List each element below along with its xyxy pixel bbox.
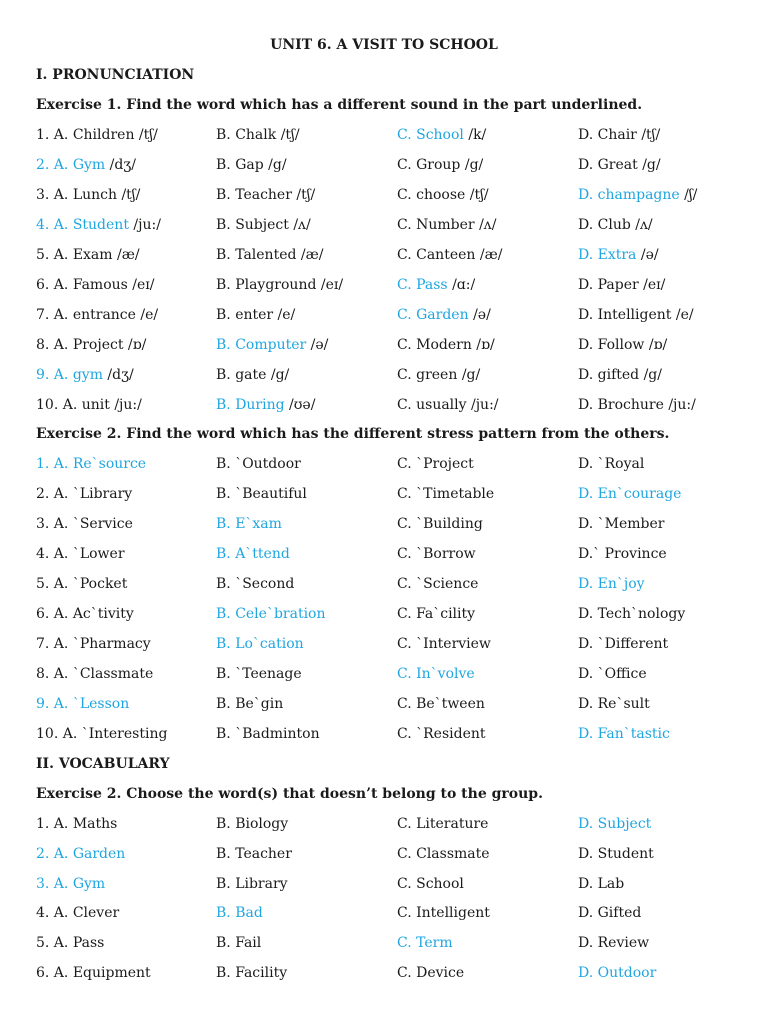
- phonetic-symbol: /tʃ/: [641, 127, 661, 143]
- option-word: C. Group: [397, 157, 461, 173]
- ex1-option: [578, 277, 665, 293]
- phonetic-symbol: /ju:/: [471, 397, 499, 413]
- ex3-option: [216, 846, 292, 862]
- answer-word: B. Computer: [216, 337, 307, 353]
- ex2-option: [36, 576, 127, 592]
- option-word: 6. A. Ac`tivity: [36, 606, 134, 622]
- ex2-option: [216, 636, 304, 652]
- option-word: B. `Second: [216, 576, 295, 592]
- option-word: 4. A. `Lower: [36, 546, 125, 562]
- ex1-option: [578, 307, 694, 323]
- option-word: C. `Borrow: [397, 546, 476, 562]
- ex1-option: [36, 247, 140, 263]
- option-word: 1. A. Maths: [36, 816, 118, 832]
- ex3-option: [397, 876, 464, 892]
- answer-word: C. School: [397, 127, 464, 143]
- option-word: C. `Interview: [397, 636, 491, 652]
- answer-word: 4. A. Student: [36, 217, 129, 233]
- answer-word: C. Term: [397, 935, 453, 952]
- ex1-row: [0, 307, 768, 327]
- option-word: B. Talented: [216, 247, 297, 263]
- ex2-option: [36, 516, 133, 532]
- ex2-row: [0, 666, 768, 686]
- ex3-option: [216, 935, 261, 951]
- ex2-option: [216, 546, 290, 562]
- ex1-option: [397, 187, 489, 203]
- ex2-option: [216, 486, 307, 502]
- option-word: C. `Project: [397, 456, 474, 472]
- option-word: 7. A. entrance: [36, 307, 136, 323]
- ex3-row: [0, 846, 768, 866]
- ex2-option: [578, 546, 667, 562]
- option-word: B. Teacher: [216, 845, 292, 862]
- phonetic-symbol: /g/: [642, 157, 661, 173]
- phonetic-symbol: /ʌ/: [635, 217, 653, 233]
- phonetic-symbol: /g/: [268, 157, 287, 173]
- ex3-option: [36, 846, 125, 862]
- option-word: D. gifted: [578, 367, 640, 383]
- phonetic-symbol: /ju:/: [114, 397, 142, 413]
- ex1-option: [216, 157, 287, 173]
- phonetic-symbol: /dʒ/: [107, 367, 134, 383]
- option-word: B. gate: [216, 367, 267, 383]
- phonetic-symbol: /æ/: [300, 247, 324, 263]
- phonetic-symbol: /eɪ/: [320, 277, 344, 293]
- phonetic-symbol: /tʃ/: [469, 187, 489, 203]
- phonetic-symbol: /ju:/: [668, 397, 696, 413]
- phonetic-symbol: /æ/: [117, 247, 140, 263]
- option-word: C. Modern: [397, 337, 472, 353]
- option-word: 3. A. Lunch: [36, 187, 118, 203]
- ex2-row: [0, 456, 768, 476]
- ex2-option: [397, 696, 485, 712]
- option-word: D. Brochure: [578, 397, 664, 413]
- ex2-row: [0, 516, 768, 536]
- ex2-option: [36, 456, 146, 472]
- ex2-row: [0, 486, 768, 506]
- phonetic-symbol: /ju:/: [133, 217, 161, 233]
- ex2-option: [578, 456, 644, 472]
- ex2-row: [0, 636, 768, 656]
- option-word: C. Literature: [397, 816, 489, 832]
- option-word: C. Classmate: [397, 845, 490, 862]
- phonetic-symbol: /ɒ/: [127, 337, 147, 353]
- option-word: B. Teacher: [216, 187, 292, 203]
- phonetic-symbol: /g/: [643, 367, 662, 383]
- option-word: B. Playground: [216, 277, 317, 293]
- ex1-option: [578, 247, 659, 263]
- option-word: D. Intelligent: [578, 307, 672, 323]
- option-word: B. enter: [216, 307, 274, 323]
- ex2-option: [578, 696, 650, 712]
- ex2-option: [578, 486, 681, 502]
- ex2-option: [36, 636, 151, 652]
- answer-word: D. En`courage: [578, 486, 682, 502]
- ex1-option: [216, 367, 289, 383]
- option-word: 4. A. Clever: [36, 905, 120, 922]
- exercise3-heading: Exercise 2. Choose the word(s) that doesn’t belong to the group.: [36, 786, 543, 802]
- ex1-option: [578, 397, 696, 413]
- ex2-option: [216, 516, 282, 532]
- option-word: 5. A. Pass: [36, 935, 105, 952]
- option-word: B. `Badminton: [216, 726, 320, 742]
- option-word: C. School: [397, 875, 464, 892]
- answer-word: B. Lo`cation: [216, 636, 304, 652]
- ex1-option: [36, 367, 134, 383]
- phonetic-symbol: /ə/: [640, 247, 659, 263]
- ex1-row: [0, 247, 768, 267]
- option-word: D.` Province: [578, 546, 667, 562]
- phonetic-symbol: /tʃ/: [296, 187, 316, 203]
- ex1-option: [397, 277, 475, 293]
- ex2-option: [397, 606, 475, 622]
- ex2-row: [0, 726, 768, 746]
- ex2-option: [578, 576, 645, 592]
- answer-word: D. Extra: [578, 247, 637, 263]
- ex1-row: [0, 217, 768, 237]
- phonetic-symbol: /eɪ/: [132, 277, 155, 293]
- ex2-option: [578, 606, 685, 622]
- ex2-row: [0, 606, 768, 626]
- option-word: D. `Office: [578, 666, 647, 682]
- ex1-option: [36, 277, 155, 293]
- ex3-option: [578, 876, 624, 892]
- phonetic-symbol: /k/: [468, 127, 487, 143]
- option-word: 10. A. unit: [36, 397, 110, 413]
- ex1-option: [578, 127, 660, 143]
- phonetic-symbol: /dʒ/: [109, 157, 136, 173]
- ex1-option: [36, 337, 146, 353]
- option-word: 5. A. Exam: [36, 247, 113, 263]
- ex3-option: [397, 935, 453, 951]
- option-word: B. `Beautiful: [216, 486, 307, 502]
- phonetic-symbol: /ɒ/: [648, 337, 668, 353]
- phonetic-symbol: /tʃ/: [121, 187, 141, 203]
- option-word: 6. A. Famous: [36, 277, 128, 293]
- ex2-option: [578, 666, 647, 682]
- ex1-row: [0, 157, 768, 177]
- ex1-option: [36, 187, 140, 203]
- option-word: D. Gifted: [578, 905, 642, 922]
- ex3-option: [216, 876, 288, 892]
- option-word: 8. A. `Classmate: [36, 666, 154, 682]
- ex3-option: [578, 935, 649, 951]
- option-word: D. Re`sult: [578, 696, 650, 712]
- ex3-option: [578, 905, 641, 921]
- ex3-option: [36, 935, 104, 951]
- ex3-row: [0, 816, 768, 836]
- ex3-option: [36, 816, 117, 832]
- option-word: C. choose: [397, 187, 466, 203]
- option-word: 2. A. `Library: [36, 486, 133, 502]
- option-word: D. `Member: [578, 516, 665, 532]
- section-pronunciation: I. PRONUNCIATION: [36, 67, 195, 83]
- option-word: D. Tech`nology: [578, 606, 686, 622]
- option-word: D. Student: [578, 845, 654, 862]
- option-word: 10. A. `Interesting: [36, 726, 168, 742]
- ex3-option: [216, 816, 288, 832]
- option-word: 7. A. `Pharmacy: [36, 636, 151, 652]
- ex3-option: [578, 816, 651, 832]
- option-word: C. `Resident: [397, 726, 486, 742]
- answer-word: D. Subject: [578, 816, 652, 832]
- ex1-row: [0, 367, 768, 387]
- ex1-option: [216, 217, 311, 233]
- ex2-option: [36, 606, 134, 622]
- ex1-option: [397, 337, 495, 353]
- ex2-option: [397, 726, 486, 742]
- ex1-option: [216, 127, 300, 143]
- ex2-option: [216, 666, 302, 682]
- option-word: C. Fa`cility: [397, 606, 476, 622]
- phonetic-symbol: /ʌ/: [479, 217, 497, 233]
- ex1-row: [0, 277, 768, 297]
- ex2-option: [216, 606, 326, 622]
- answer-word: C. In`volve: [397, 666, 475, 682]
- answer-word: 9. A. gym: [36, 367, 103, 383]
- option-word: C. Be`tween: [397, 696, 485, 712]
- option-word: C. Intelligent: [397, 905, 490, 922]
- answer-word: D. En`joy: [578, 576, 645, 592]
- option-word: B. Gap: [216, 157, 264, 173]
- ex3-option: [578, 965, 656, 981]
- option-word: D. Chair: [578, 127, 637, 143]
- ex1-row: [0, 397, 768, 417]
- option-word: D. Follow: [578, 337, 645, 353]
- ex2-option: [36, 666, 153, 682]
- ex2-option: [578, 726, 670, 742]
- ex1-option: [578, 217, 653, 233]
- phonetic-symbol: /æ/: [479, 247, 503, 263]
- ex1-option: [36, 307, 158, 323]
- option-word: 6. A. Equipment: [36, 965, 151, 981]
- option-word: D. Lab: [578, 875, 625, 892]
- ex1-option: [578, 157, 661, 173]
- option-word: B. Subject: [216, 217, 289, 233]
- ex1-option: [36, 217, 161, 233]
- option-word: 1. A. Children: [36, 127, 135, 143]
- ex2-option: [397, 576, 478, 592]
- exercise2-heading: Exercise 2. Find the word which has the different stress pattern from the others.: [36, 426, 670, 442]
- option-word: 8. A. Project: [36, 337, 124, 353]
- phonetic-symbol: /ʊə/: [289, 397, 316, 413]
- ex2-option: [397, 636, 491, 652]
- ex2-option: [216, 726, 320, 742]
- answer-word: 1. A. Re`source: [36, 456, 147, 472]
- ex1-option: [216, 337, 328, 353]
- ex1-option: [397, 397, 499, 413]
- answer-word: B. E`xam: [216, 516, 282, 532]
- ex2-option: [216, 696, 283, 712]
- ex2-row: [0, 546, 768, 566]
- ex3-option: [397, 846, 490, 862]
- ex1-option: [397, 367, 480, 383]
- phonetic-symbol: /g/: [461, 367, 481, 383]
- option-word: B. `Outdoor: [216, 456, 301, 472]
- ex1-option: [36, 127, 158, 143]
- option-word: B. Chalk: [216, 127, 277, 143]
- ex1-option: [216, 247, 324, 263]
- ex1-option: [397, 127, 486, 143]
- ex3-option: [216, 905, 263, 921]
- answer-word: D. champagne: [578, 187, 680, 203]
- answer-word: B. Bad: [216, 905, 263, 922]
- option-word: D. Paper: [578, 277, 639, 293]
- option-word: C. green: [397, 367, 458, 383]
- ex1-option: [397, 157, 483, 173]
- option-word: C. Device: [397, 965, 465, 981]
- ex1-option: [216, 307, 295, 323]
- ex2-option: [397, 666, 475, 682]
- option-word: 5. A. `Pocket: [36, 576, 128, 592]
- ex1-option: [216, 277, 343, 293]
- ex3-option: [397, 965, 464, 981]
- ex1-option: [397, 307, 491, 323]
- ex2-option: [36, 726, 167, 742]
- ex1-row: [0, 187, 768, 207]
- phonetic-symbol: /g/: [464, 157, 484, 173]
- ex1-option: [216, 187, 315, 203]
- option-word: 3. A. `Service: [36, 516, 133, 532]
- option-word: C. `Building: [397, 516, 483, 532]
- ex1-option: [578, 187, 697, 203]
- answer-word: 9. A. `Lesson: [36, 696, 130, 712]
- ex1-row: [0, 337, 768, 357]
- option-word: D. Great: [578, 157, 638, 173]
- ex1-option: [216, 397, 315, 413]
- ex3-option: [36, 965, 151, 981]
- answer-word: 3. A. Gym: [36, 875, 106, 892]
- phonetic-symbol: /ɑ:/: [452, 277, 476, 293]
- exercise1-heading: Exercise 1. Find the word which has a different sound in the part underlined.: [36, 97, 643, 113]
- ex2-row: [0, 696, 768, 716]
- option-word: B. `Teenage: [216, 666, 302, 682]
- ex1-option: [397, 247, 502, 263]
- ex2-option: [578, 636, 668, 652]
- phonetic-symbol: /e/: [675, 307, 694, 323]
- phonetic-symbol: /ə/: [310, 337, 329, 353]
- phonetic-symbol: /g/: [270, 367, 290, 383]
- section-vocabulary: II. VOCABULARY: [36, 756, 170, 772]
- phonetic-symbol: /e/: [277, 307, 296, 323]
- option-word: C. `Timetable: [397, 486, 495, 502]
- option-word: C. Canteen: [397, 247, 476, 263]
- ex1-option: [578, 367, 662, 383]
- answer-word: D. Outdoor: [578, 965, 657, 981]
- option-word: C. Number: [397, 217, 475, 233]
- ex2-row: [0, 576, 768, 596]
- ex1-option: [578, 337, 667, 353]
- answer-word: 2. A. Garden: [36, 845, 126, 862]
- ex3-option: [36, 905, 119, 921]
- ex3-row: [0, 965, 768, 985]
- answer-word: C. Garden: [397, 307, 469, 323]
- option-word: D. `Different: [578, 636, 669, 652]
- answer-word: B. During: [216, 397, 285, 413]
- ex1-option: [397, 217, 496, 233]
- ex3-option: [397, 816, 488, 832]
- phonetic-symbol: /tʃ/: [280, 127, 300, 143]
- option-word: B. Fail: [216, 935, 262, 952]
- option-word: B. Biology: [216, 816, 289, 832]
- answer-word: D. Fan`tastic: [578, 726, 670, 742]
- phonetic-symbol: /e/: [140, 307, 159, 323]
- option-word: D. `Royal: [578, 456, 645, 472]
- option-word: D. Review: [578, 935, 650, 952]
- option-word: C. `Science: [397, 576, 479, 592]
- option-word: B. Facility: [216, 965, 288, 981]
- ex2-option: [36, 546, 125, 562]
- ex2-option: [36, 486, 132, 502]
- phonetic-symbol: /ɒ/: [476, 337, 495, 353]
- phonetic-symbol: /ʃ/: [684, 187, 698, 203]
- ex1-row: [0, 127, 768, 147]
- option-word: B. Be`gin: [216, 696, 284, 712]
- ex2-option: [397, 516, 483, 532]
- ex2-option: [397, 486, 494, 502]
- ex2-option: [397, 456, 474, 472]
- ex3-option: [578, 846, 654, 862]
- answer-word: B. A`ttend: [216, 546, 290, 562]
- option-word: D. Club: [578, 217, 631, 233]
- ex2-option: [36, 696, 129, 712]
- answer-word: B. Cele`bration: [216, 606, 326, 622]
- answer-word: C. Pass: [397, 277, 448, 293]
- phonetic-symbol: /ʌ/: [293, 217, 311, 233]
- answer-word: 2. A. Gym: [36, 157, 106, 173]
- option-word: B. Library: [216, 875, 288, 892]
- ex3-row: [0, 876, 768, 896]
- ex3-option: [36, 876, 105, 892]
- phonetic-symbol: /ə/: [473, 307, 491, 323]
- ex2-option: [216, 576, 294, 592]
- ex3-row: [0, 905, 768, 925]
- ex3-row: [0, 935, 768, 955]
- ex2-option: [578, 516, 664, 532]
- phonetic-symbol: /eɪ/: [643, 277, 666, 293]
- ex2-option: [216, 456, 301, 472]
- ex1-option: [36, 397, 142, 413]
- option-word: C. usually: [397, 397, 467, 413]
- page-title: UNIT 6. A VISIT TO SCHOOL: [270, 37, 498, 53]
- ex3-option: [397, 905, 490, 921]
- ex3-option: [216, 965, 287, 981]
- phonetic-symbol: /tʃ/: [138, 127, 158, 143]
- ex1-option: [36, 157, 136, 173]
- ex2-option: [397, 546, 476, 562]
